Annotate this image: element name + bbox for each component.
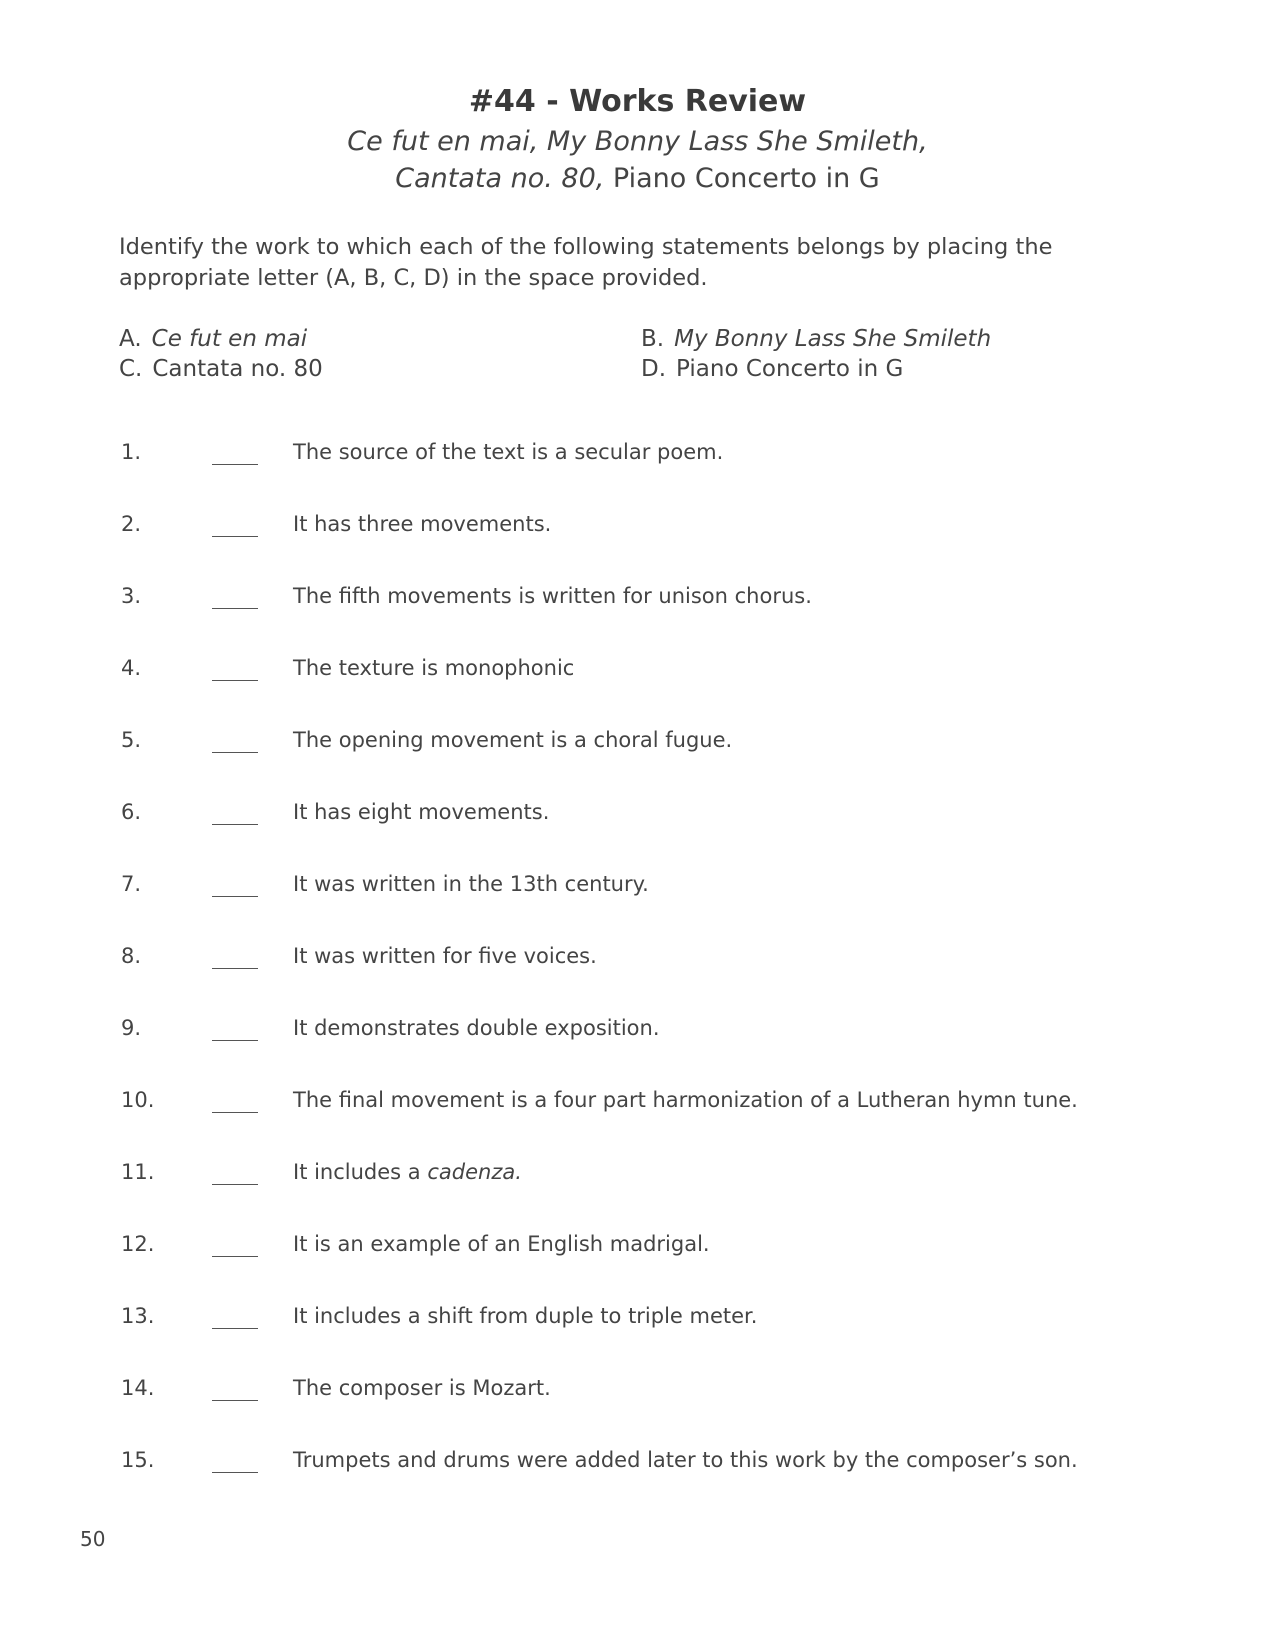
question-number: 9. xyxy=(121,1016,142,1040)
question-number: 14. xyxy=(121,1376,155,1400)
answer-blank[interactable] xyxy=(212,464,258,465)
question-4 xyxy=(0,656,1275,686)
question-text: It includes a shift from duple to triple meter. xyxy=(293,1304,758,1328)
option-name: Piano Concerto in G xyxy=(676,356,904,382)
page-title: #44 - Works Review xyxy=(468,84,807,119)
option-letter: B. xyxy=(641,326,665,352)
answer-blank[interactable] xyxy=(212,896,258,897)
question-text: It is an example of an English madrigal. xyxy=(293,1232,710,1256)
question-number: 8. xyxy=(121,944,142,968)
option-c xyxy=(119,356,323,382)
option-letter: A. xyxy=(119,326,142,352)
question-text: The texture is monophonic xyxy=(293,656,575,680)
answer-blank[interactable] xyxy=(212,1400,258,1401)
question-text: The source of the text is a secular poem. xyxy=(293,440,724,464)
subtitle-line-1 xyxy=(0,126,1275,157)
question-text: The final movement is a four part harmonization of a Lutheran hymn tune. xyxy=(293,1088,1078,1112)
option-letter: C. xyxy=(119,356,143,382)
question-text: It was written for five voices. xyxy=(293,944,597,968)
option-d xyxy=(641,356,903,382)
question-text xyxy=(293,1160,522,1184)
option-a xyxy=(119,326,307,352)
question-13 xyxy=(0,1304,1275,1334)
answer-blank[interactable] xyxy=(212,608,258,609)
answer-blank[interactable] xyxy=(212,1112,258,1113)
subtitle-line-2 xyxy=(0,163,1275,194)
question-number: 1. xyxy=(121,440,142,464)
page-number: 50 xyxy=(80,1527,106,1551)
answer-blank[interactable] xyxy=(212,536,258,537)
answer-blank[interactable] xyxy=(212,1472,258,1473)
option-name: Ce fut en mai xyxy=(151,326,308,352)
subtitle-line-2-italic: Cantata no. 80, xyxy=(395,163,605,194)
question-text: The fifth movements is written for unison chorus. xyxy=(293,584,812,608)
question-11 xyxy=(0,1160,1275,1190)
question-number: 6. xyxy=(121,800,142,824)
question-number: 11. xyxy=(121,1160,155,1184)
question-7 xyxy=(0,872,1275,902)
question-text: It has eight movements. xyxy=(293,800,550,824)
question-2 xyxy=(0,512,1275,542)
question-14 xyxy=(0,1376,1275,1406)
answer-blank[interactable] xyxy=(212,1328,258,1329)
question-number: 13. xyxy=(121,1304,155,1328)
answer-blank[interactable] xyxy=(212,680,258,681)
answer-blank[interactable] xyxy=(212,824,258,825)
question-1 xyxy=(0,440,1275,470)
instructions: Identify the work to which each of the following statements belongs by placing the appropriate letter (A, B, C, D) in the space provided. xyxy=(119,234,1053,291)
option-name: My Bonny Lass She Smileth xyxy=(674,326,992,352)
subtitle-line-2-rest: Piano Concerto in G xyxy=(604,163,880,194)
option-letter: D. xyxy=(641,356,667,382)
question-5 xyxy=(0,728,1275,758)
question-6 xyxy=(0,800,1275,830)
question-number: 5. xyxy=(121,728,142,752)
question-text: It was written in the 13th century. xyxy=(293,872,649,896)
question-text: It demonstrates double exposition. xyxy=(293,1016,660,1040)
answer-blank[interactable] xyxy=(212,968,258,969)
question-12 xyxy=(0,1232,1275,1262)
question-10 xyxy=(0,1088,1275,1118)
question-9 xyxy=(0,1016,1275,1046)
answer-blank[interactable] xyxy=(212,1256,258,1257)
question-15 xyxy=(0,1448,1275,1478)
question-text: The composer is Mozart. xyxy=(293,1376,551,1400)
question-number: 2. xyxy=(121,512,142,536)
answer-blank[interactable] xyxy=(212,1184,258,1185)
question-text-italic: cadenza. xyxy=(427,1160,522,1184)
question-number: 10. xyxy=(121,1088,155,1112)
question-text: It has three movements. xyxy=(293,512,552,536)
question-number: 12. xyxy=(121,1232,155,1256)
question-number: 3. xyxy=(121,584,142,608)
question-8 xyxy=(0,944,1275,974)
question-number: 15. xyxy=(121,1448,155,1472)
answer-blank[interactable] xyxy=(212,1040,258,1041)
question-text: The opening movement is a choral fugue. xyxy=(293,728,733,752)
answer-blank[interactable] xyxy=(212,752,258,753)
option-name: Cantata no. 80 xyxy=(152,356,323,382)
subtitle-line-1-text: Ce fut en mai, My Bonny Lass She Smileth, xyxy=(347,126,928,157)
question-text: Trumpets and drums were added later to this work by the composer’s son. xyxy=(293,1448,1078,1472)
question-text-plain: It includes a xyxy=(293,1160,428,1184)
question-3 xyxy=(0,584,1275,614)
question-number: 7. xyxy=(121,872,142,896)
option-b xyxy=(641,326,991,352)
question-number: 4. xyxy=(121,656,142,680)
